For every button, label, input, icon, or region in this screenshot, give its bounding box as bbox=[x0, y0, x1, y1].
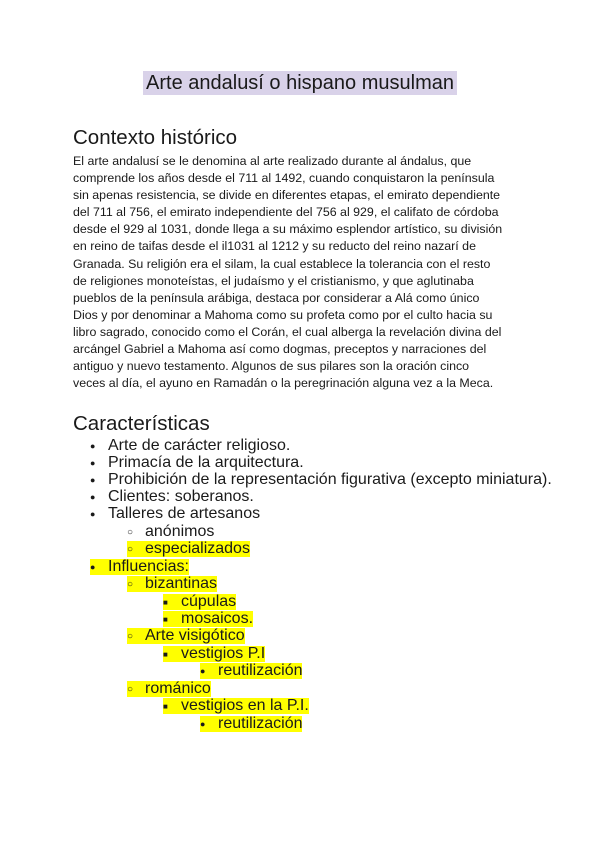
list-item-text: Influencias: bbox=[108, 558, 189, 575]
heading-contexto: Contexto histórico bbox=[73, 126, 238, 149]
list-item-text: vestigios en la P.I. bbox=[181, 697, 309, 714]
list-item-text: Clientes: soberanos. bbox=[108, 488, 254, 505]
list-item-text: reutilización bbox=[218, 715, 303, 732]
paragraph-line: arcángel Gabriel a Mahoma así como dogmas, preceptos y narraciones del bbox=[73, 342, 487, 357]
paragraph-line: pueblos de la península arábiga, destaca por considerar a Alá como único bbox=[73, 290, 480, 305]
paragraph-line: El arte andalusí se le denomina al arte realizado durante al ándalus, que bbox=[73, 154, 472, 168]
bullet-circle-icon bbox=[127, 524, 145, 542]
paragraph-line: del 711 al 756, el emirato independiente del 756 al 929, el califato de córdoba bbox=[73, 205, 499, 220]
bullet-square-icon bbox=[163, 698, 181, 716]
paragraph-line: libro sagrado, conocido como el Corán, el cual alberga la revelación divina del bbox=[73, 324, 502, 339]
list-item bbox=[90, 455, 304, 471]
paragraph-line: de religiones monoteístas, el judaísmo y el cristianismo, y que aglutinaba bbox=[73, 273, 474, 288]
list-item-highlighted bbox=[200, 663, 302, 679]
list-item-highlighted bbox=[127, 628, 245, 644]
bullet-square-icon bbox=[163, 594, 181, 612]
list-item-text: Talleres de artesanos bbox=[108, 505, 261, 522]
list-item-highlighted bbox=[127, 576, 217, 592]
list-item bbox=[90, 472, 552, 488]
bullet-circle-icon bbox=[127, 681, 145, 699]
paragraph-line: en reino de taifas desde el il1031 al 1212 y su reducto del reino nazarí de bbox=[73, 239, 476, 254]
paragraph-line: desde el 929 al 1031, donde llega a su máximo esplendor artístico, su división bbox=[73, 222, 503, 237]
list-item-text: anónimos bbox=[145, 523, 215, 540]
list-item-text: vestigios P.I bbox=[181, 645, 266, 662]
list-item-text: Arte visigótico bbox=[145, 627, 245, 644]
list-item-text: mosaicos. bbox=[181, 610, 254, 627]
paragraph-line: sin apenas resistencia, se divide en diferentes etapas, el emirato dependiente bbox=[73, 188, 501, 203]
bullet-disc-icon bbox=[90, 438, 108, 455]
bullet-circle-icon bbox=[127, 541, 145, 559]
list-item-highlighted bbox=[163, 698, 309, 714]
list-item bbox=[90, 438, 290, 454]
list-item-highlighted bbox=[127, 541, 250, 557]
context-paragraph bbox=[73, 153, 533, 392]
list-item bbox=[90, 489, 254, 505]
list-item-text: románico bbox=[145, 680, 211, 697]
list-item-highlighted bbox=[163, 646, 265, 662]
paragraph-line: antiguo y nuevo testamento. Algunos de sus pilares son la oración cinco bbox=[73, 359, 470, 374]
list-item-highlighted bbox=[127, 681, 211, 697]
paragraph-line: Granada. Su religión era el silam, la cual establece la tolerancia con el resto bbox=[73, 256, 491, 271]
list-item-highlighted bbox=[90, 559, 189, 575]
list-item-text: especializados bbox=[145, 540, 250, 557]
list-item-text: reutilización bbox=[218, 662, 303, 679]
bullet-disc-icon bbox=[90, 506, 108, 523]
list-item-text: cúpulas bbox=[181, 593, 237, 610]
paragraph-line: veces al día, el ayuno en Ramadán o la peregrinación alguna vez a la Meca. bbox=[73, 376, 494, 391]
document-title: Arte andalusí o hispano musulman bbox=[143, 71, 457, 95]
bullet-disc-icon bbox=[90, 559, 108, 576]
bullet-circle-icon bbox=[127, 628, 145, 646]
document-title-wrap bbox=[0, 72, 600, 95]
bullet-disc-icon bbox=[200, 716, 218, 733]
list-item-text: Arte de carácter religioso. bbox=[108, 437, 291, 454]
list-item-highlighted bbox=[163, 594, 236, 610]
bullet-disc-icon bbox=[90, 489, 108, 506]
paragraph-line: Dios y por denominar a Mahoma como su profeta como por el culto hacia su bbox=[73, 307, 493, 322]
list-item-text: bizantinas bbox=[145, 575, 218, 592]
list-item-highlighted bbox=[200, 716, 302, 732]
bullet-circle-icon bbox=[127, 576, 145, 594]
list-item-highlighted bbox=[163, 611, 253, 627]
list-item-text: Primacía de la arquitectura. bbox=[108, 454, 304, 471]
list-item bbox=[90, 506, 260, 522]
bullet-disc-icon bbox=[200, 663, 218, 680]
list-item bbox=[127, 524, 214, 540]
list-item-text: Prohibición de la representación figurativa (excepto miniatura). bbox=[108, 471, 552, 488]
heading-caracteristicas: Características bbox=[73, 412, 210, 435]
bullet-square-icon bbox=[163, 646, 181, 664]
bullet-disc-icon bbox=[90, 455, 108, 472]
paragraph-line: comprende los años desde el 711 al 1492, cuando conquistaron la península bbox=[73, 171, 495, 186]
bullet-disc-icon bbox=[90, 472, 108, 489]
